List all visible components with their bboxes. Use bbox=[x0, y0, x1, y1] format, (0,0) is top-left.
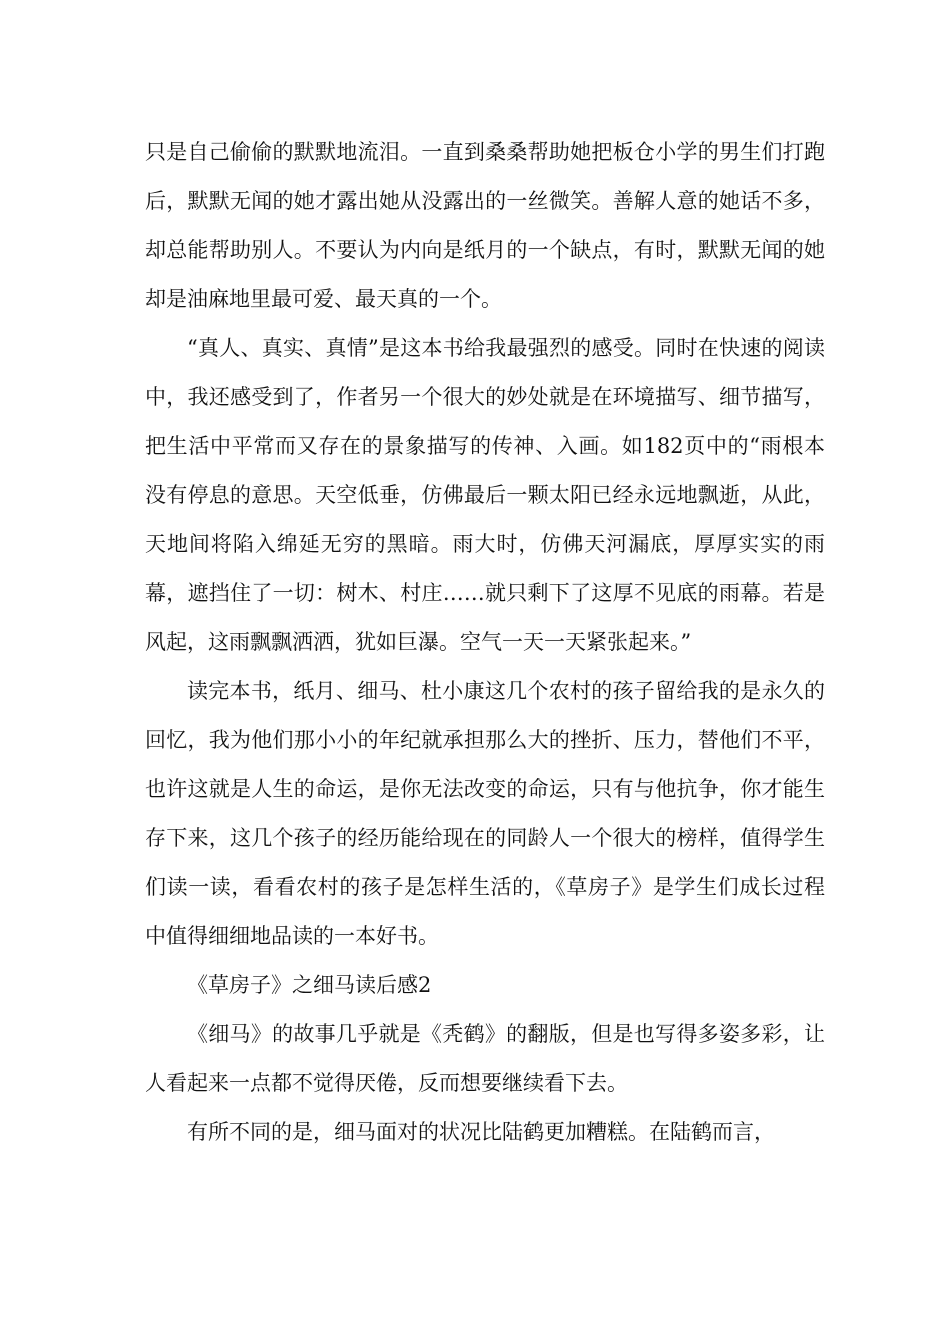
paragraph-ximа-compare: 有所不同的是，细马面对的状况比陆鹤更加糟糕。在陆鹤而言， bbox=[187, 1120, 775, 1144]
paragraph-ximа-intro: 《细马》的故事几乎就是《秃鹤》的翻版，但是也写得多姿多彩，让人看起来一点都不觉得厌倦，反而想要继续看下去。 bbox=[145, 1022, 825, 1095]
paragraph-continued: 只是自己偷偷的默默地流泪。一直到桑桑帮助她把板仓小学的男生们打跑后，默默无闻的她才露出她从没露出的一丝微笑。善解人意的她话不多，却总能帮助别人。不要认为内向是纸月的一个缺点，有时，默默无闻的她却是油麻地里最可爱、最天真的一个。 bbox=[145, 140, 825, 311]
paragraph-impression: “真人、真实、真情”是这本书给我最强烈的感受。同时在快速的阅读中，我还感受到了，作者另一个很大的妙处就是在环境描写、细节描写，把生活中平常而又存在的景象描写的传神、入画。如182页中的“雨根本没有停息的意思。天空低垂，仿佛最后一颗太阳已经永远地飘逝，从此，天地间将陷入绵延无穷的黑暗。雨大时，仿佛天河漏底，厚厚实实的雨幕，遮挡住了一切：树木、村庄……就只剩下了这厚不见底的雨幕。若是风起，这雨飘飘洒洒，犹如巨瀑。空气一天一天紧张起来。” bbox=[145, 336, 825, 654]
section-heading: 《草房子》之细马读后感2 bbox=[187, 973, 432, 997]
paragraph-conclusion: 读完本书，纸月、细马、杜小康这几个农村的孩子留给我的是永久的回忆，我为他们那小小的年纪就承担那么大的挫折、压力，替他们不平，也许这就是人生的命运，是你无法改变的命运，只有与他抗争，你才能生存下来，这几个孩子的经历能给现在的同龄人一个很大的榜样，值得学生们读一读，看看农村的孩子是怎样生活的，《草房子》是学生们成长过程中值得细细地品读的一本好书。 bbox=[145, 679, 825, 948]
document-body bbox=[145, 128, 825, 1157]
